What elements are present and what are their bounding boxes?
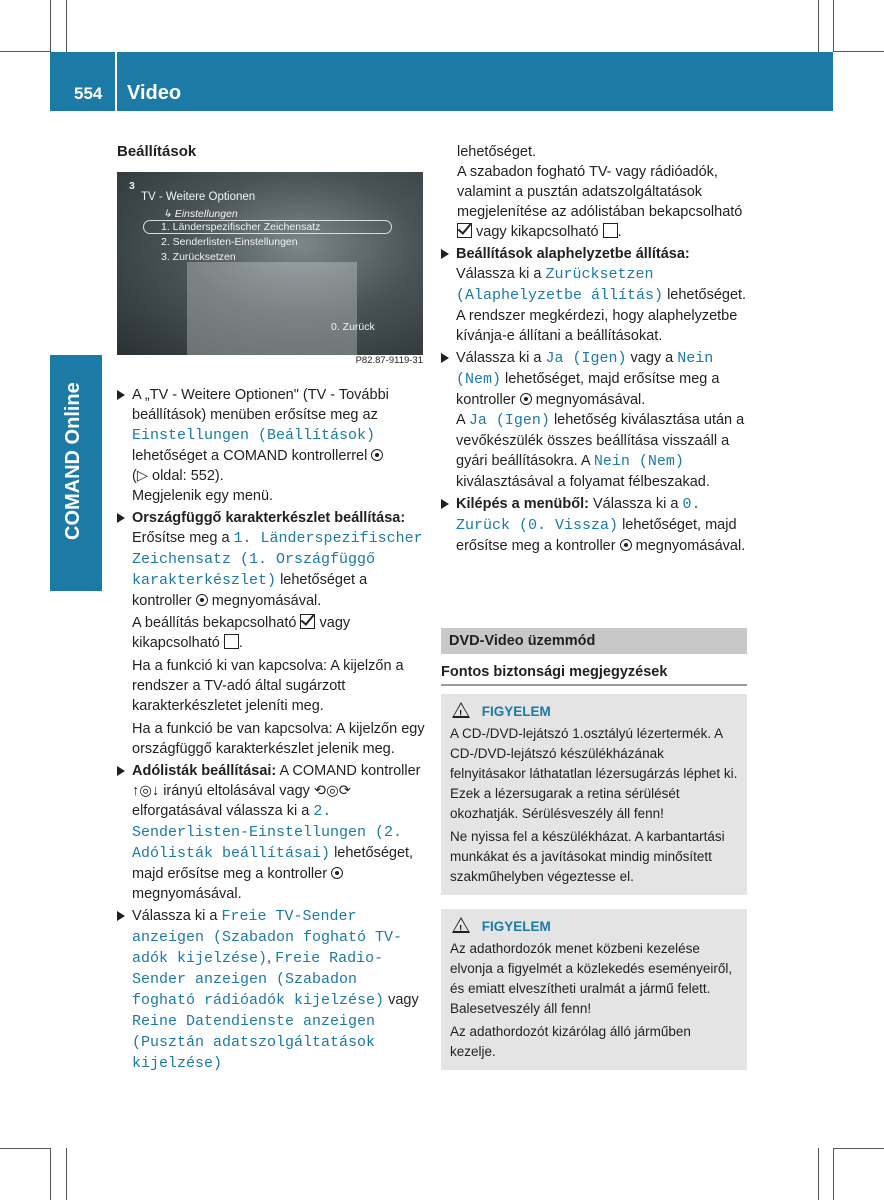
crop-mark [50,0,51,52]
crop-mark [818,0,819,52]
controller-press-icon [371,449,383,461]
crop-mark [833,0,834,52]
section-title: Beállítások [117,143,197,160]
controller-slide-icon: ↑◎↓ [132,783,160,799]
controller-press-icon [331,867,343,879]
list-item: A „TV - Weitere Optionen" (TV - További beállítások) menüben erősítse meg az Einstellungen (Beállítások) lehetőséget a COMAND kontrollerrel (▷ oldal: 552). Megjelenik egy menü. [117,385,425,506]
left-column [117,142,423,162]
controller-press-icon [620,539,632,551]
crop-mark [66,1148,67,1200]
warning-triangle-icon [452,917,470,933]
controller-rotate-icon: ⟲◎⟳ [313,783,351,799]
list-item: Válassza ki a Freie TV-Sender anzeigen (Szabadon fogható TV-adók kijelzése), Freie Radio-Sender anzeigen (Szabadon fogható rádióadók kijelzése) vagy Reine Datendienste anzeigen (Pusztán adatszolgáltatások kijelzése) [117,906,425,1074]
screen-menu-title: TV - Weitere Optionen [141,191,256,203]
chapter-title: Video [127,82,182,104]
checkbox-empty-icon [224,634,239,649]
screen-back-item: 0. Zurück [331,321,375,333]
warning-triangle-icon [452,702,470,718]
controller-press-icon [196,594,208,606]
warning-box: ! FIGYELEM A CD-/DVD-lejátszó 1.osztályú lézertermék. A CD-/DVD-lejátszó készülékházának felnyitásakor láthatatlan lézersugárzás léphet ki. Ezek a lézersugarak a retina sérülését okozhatják. Sérülésveszély áll fenn! Ne nyissa fel a készülékházat. A karbantartási munkákat és a javításokat mindig minősített szakműhelyben végeztesse el. [441,694,747,895]
screen-image [117,172,423,355]
bullet-triangle-icon [441,353,449,363]
list-item: Adólisták beállításai: A COMAND kontroller ↑◎↓ irányú eltolásával vagy ⟲◎⟳ elforgatásával válassza ki a 2. Senderlisten-Einstellungen (2. Adólisták beállításai) lehetőséget, majd erősítse meg a kontroller megnyomásával. [117,761,425,904]
crop-mark [833,1148,834,1200]
screen-menu-item: 3. Zurücksetzen [161,251,236,263]
crop-mark [66,0,67,52]
bullet-triangle-icon [441,249,449,259]
list-item: Beállítások alaphelyzetbe állítása: Válassza ki a Zurücksetzen (Alaphelyzetbe állítás) lehetőséget. A rendszer megkérdezi, hogy alaphelyzetbe kívánja-e állítani a beállításokat. [441,244,747,346]
left-column-body [117,385,425,1074]
dvd-section [441,628,747,1070]
page-number: 554 [74,84,103,103]
crop-mark [834,1148,884,1149]
crop-mark [818,1148,819,1200]
warning-box: ! FIGYELEM Az adathordozók menet közbeni kezelése elvonja a figyelmét a közlekedés eseményeiről, és emiatt elveszítheti uralmát a jármű felett. Balesetveszély áll fenn! Az adathordozót kizárólag álló járműben kezelje. [441,909,747,1070]
screen-breadcrumb: ↳ Einstellungen [163,208,238,220]
controller-press-icon [520,393,532,405]
checkbox-checked-icon [457,223,472,238]
checkbox-checked-icon [300,614,315,629]
right-column: lehetőséget. A szabadon fogható TV- vagy rádióadók, valamint a pusztán adatszolgáltatások megjelenítése az adólistában bekapcsolható vagy kikapcsolható . Beállítások alaphelyzetbe állítása: Válassza ki a Zurücksetzen (Alaphelyzetbe állítás) lehetőséget. A rendszer megkérdezi, hogy alaphelyzetbe kívánja-e állítani a beállításokat. Válassza ki a Ja (Igen) vagy a Nein (Nem) lehetőséget, majd erősítse meg a kontroller megnyomásával. A Ja (Igen) lehetőség kiválasztása után a vevőkészülék összes beállítása visszaáll a gyári beállításokra. A Nein (Nem) kiválasztásával a folyamat félbeszakad. Kilépés a menüből: Válassza ki a 0. Zurück (0. Vissza) lehetőséget, majd erősítse meg a kontroller megnyomásával. [441,142,747,556]
screen-corner-label: 3 [129,180,135,192]
bullet-triangle-icon [117,513,125,523]
crop-mark [834,51,884,52]
screen-menu-item: 1. Länderspezifischer Zeichensatz [161,221,321,233]
checkbox-empty-icon [603,223,618,238]
image-caption: P82.87-9119-31 [117,355,423,373]
crop-mark [50,1148,51,1200]
list-item: Országfüggő karakterkészlet beállítása: Erősítse meg a 1. Länderspezifischer Zeichensatz (1. Országfüggő karakterkészlet) lehetőséget a kontroller megnyomásával. A beállítás bekapcsolható vagy kikapcsolható . Ha a funkció ki van kapcsolva: A kijelzőn a rendszer a TV-adó által sugárzott karakterkészletet jeleníti meg. Ha a funkció be van kapcsolva: A kijelzőn egy országfüggő karakterkészlet jelenik meg. [117,508,425,759]
bullet-triangle-icon [117,911,125,921]
screen-menu-item: 2. Senderlisten-Einstellungen [161,236,298,248]
side-tab-label: COMAND Online [62,382,84,540]
bullet-triangle-icon [117,390,125,400]
crop-mark [0,51,50,52]
safety-title: Fontos biztonsági megjegyzések [441,654,747,686]
list-item: Kilépés a menüből: Válassza ki a 0. Zurück (0. Vissza) lehetőséget, majd erősítse meg a kontroller megnyomásával. [441,494,747,556]
crop-mark [0,1148,50,1149]
header-divider [115,52,117,111]
list-item: Válassza ki a Ja (Igen) vagy a Nein (Nem) lehetőséget, majd erősítse meg a kontroller megnyomásával. A Ja (Igen) lehetőség kiválasztása után a vevőkészülék összes beállítása visszaáll a gyári beállításokra. A Nein (Nem) kiválasztásával a folyamat félbeszakad. [441,348,747,492]
bullet-triangle-icon [117,766,125,776]
bullet-triangle-icon [441,499,449,509]
screen-person-silhouette [187,262,357,355]
section-header-bar: DVD-Video üzemmód [441,628,747,654]
